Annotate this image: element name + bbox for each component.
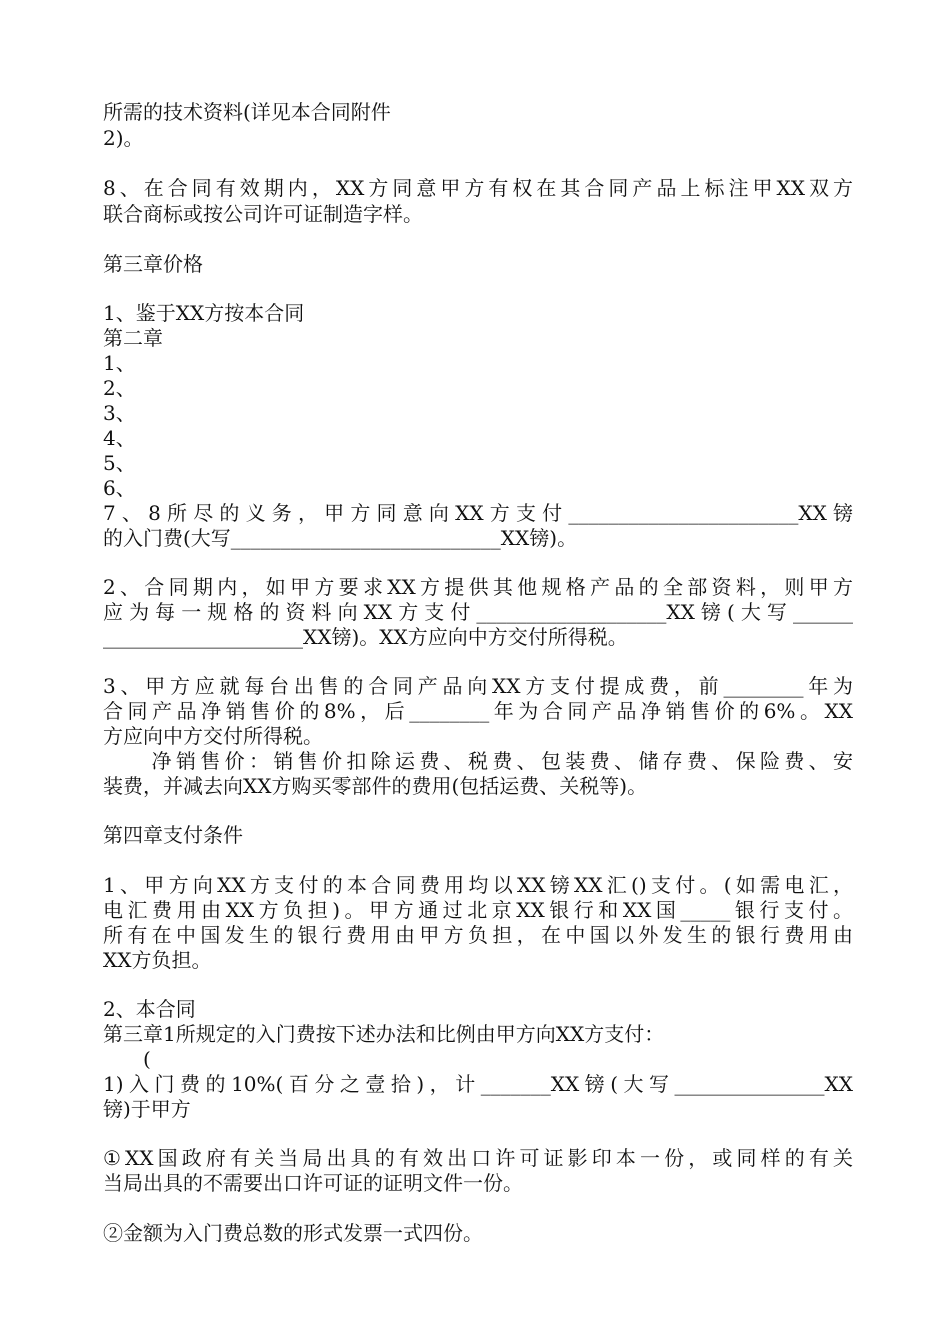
text-line: 5、 — [103, 451, 136, 475]
text-line: 方应向中方交付所得税。 — [103, 724, 323, 748]
text-line: 所有在中国发生的银行费用由甲方负担，在中国以外发生的银行费用由 — [103, 923, 853, 947]
text-line: 8、在合同有效期内，XX方同意甲方有权在其合同产品上标注甲XX双方 — [103, 176, 853, 200]
text-line: 第三章1所规定的入门费按下述办法和比例由甲方向XX方支付： — [103, 1022, 665, 1046]
text-line: 合同产品净销售价的8%，后________年为合同产品净销售价的6%。XX — [103, 699, 853, 723]
text-line: 装费，并减去向XX方购买零部件的费用(包括运费、关税等)。 — [103, 774, 648, 798]
text-line: 1、甲方向XX方支付的本合同费用均以XX镑XX汇()支付。(如需电汇， — [103, 873, 853, 897]
text-line: 所需的技术资料(详见本合同附件 — [103, 100, 391, 124]
text-line: 净销售价：销售价扣除运费、税费、包装费、储存费、保险费、安 — [103, 749, 853, 773]
text-line: 电汇费用由XX方负担)。甲方通过北京XX银行和XX国_____银行支付。 — [103, 898, 853, 922]
text-line: 镑)于甲方 — [103, 1097, 191, 1121]
text-line: 4、 — [103, 426, 136, 450]
text-line: 2)。 — [103, 126, 144, 150]
text-line: 1、鉴于XX方按本合同 — [103, 301, 305, 325]
text-line: 当局出具的不需要出口许可证的证明文件一份。 — [103, 1171, 523, 1195]
text-line: 2、本合同 — [103, 997, 196, 1021]
text-line: 第二章 — [103, 326, 163, 350]
text-line: 3、 — [103, 401, 136, 425]
text-line: ①XX国政府有关当局出具的有效出口许可证影印本一份，或同样的有关 — [103, 1146, 853, 1170]
text-line: 2、 — [103, 376, 136, 400]
text-line: 1、 — [103, 351, 136, 375]
text-line: 联合商标或按公司许可证制造字样。 — [103, 202, 423, 226]
chapter-heading: 第三章价格 — [103, 252, 203, 276]
chapter-heading: 第四章支付条件 — [103, 823, 243, 847]
text-line: 3、甲方应就每台出售的合同产品向XX方支付提成费，前________年为 — [103, 674, 853, 698]
text-line: 的入门费(大写___________________________XX镑)。 — [103, 526, 578, 550]
text-line: ( — [103, 1047, 151, 1071]
text-line: 1)入门费的10%(百分之壹拾)，计_______XX镑(大写_______________XX — [103, 1072, 853, 1096]
text-line: ____________________XX镑)。XX方应向中方交付所得税。 — [103, 625, 628, 649]
text-line: 应为每一规格的资料向XX方支付___________________XX镑(大写______ — [103, 600, 853, 624]
text-line: 6、 — [103, 476, 136, 500]
text-line: 2、合同期内，如甲方要求XX方提供其他规格产品的全部资料，则甲方 — [103, 575, 853, 599]
text-line: ②金额为入门费总数的形式发票一式四份。 — [103, 1221, 483, 1245]
text-line: XX方负担。 — [103, 948, 212, 972]
text-line: 7、8所尽的义务，甲方同意向XX方支付_______________________XX镑 — [103, 501, 853, 525]
